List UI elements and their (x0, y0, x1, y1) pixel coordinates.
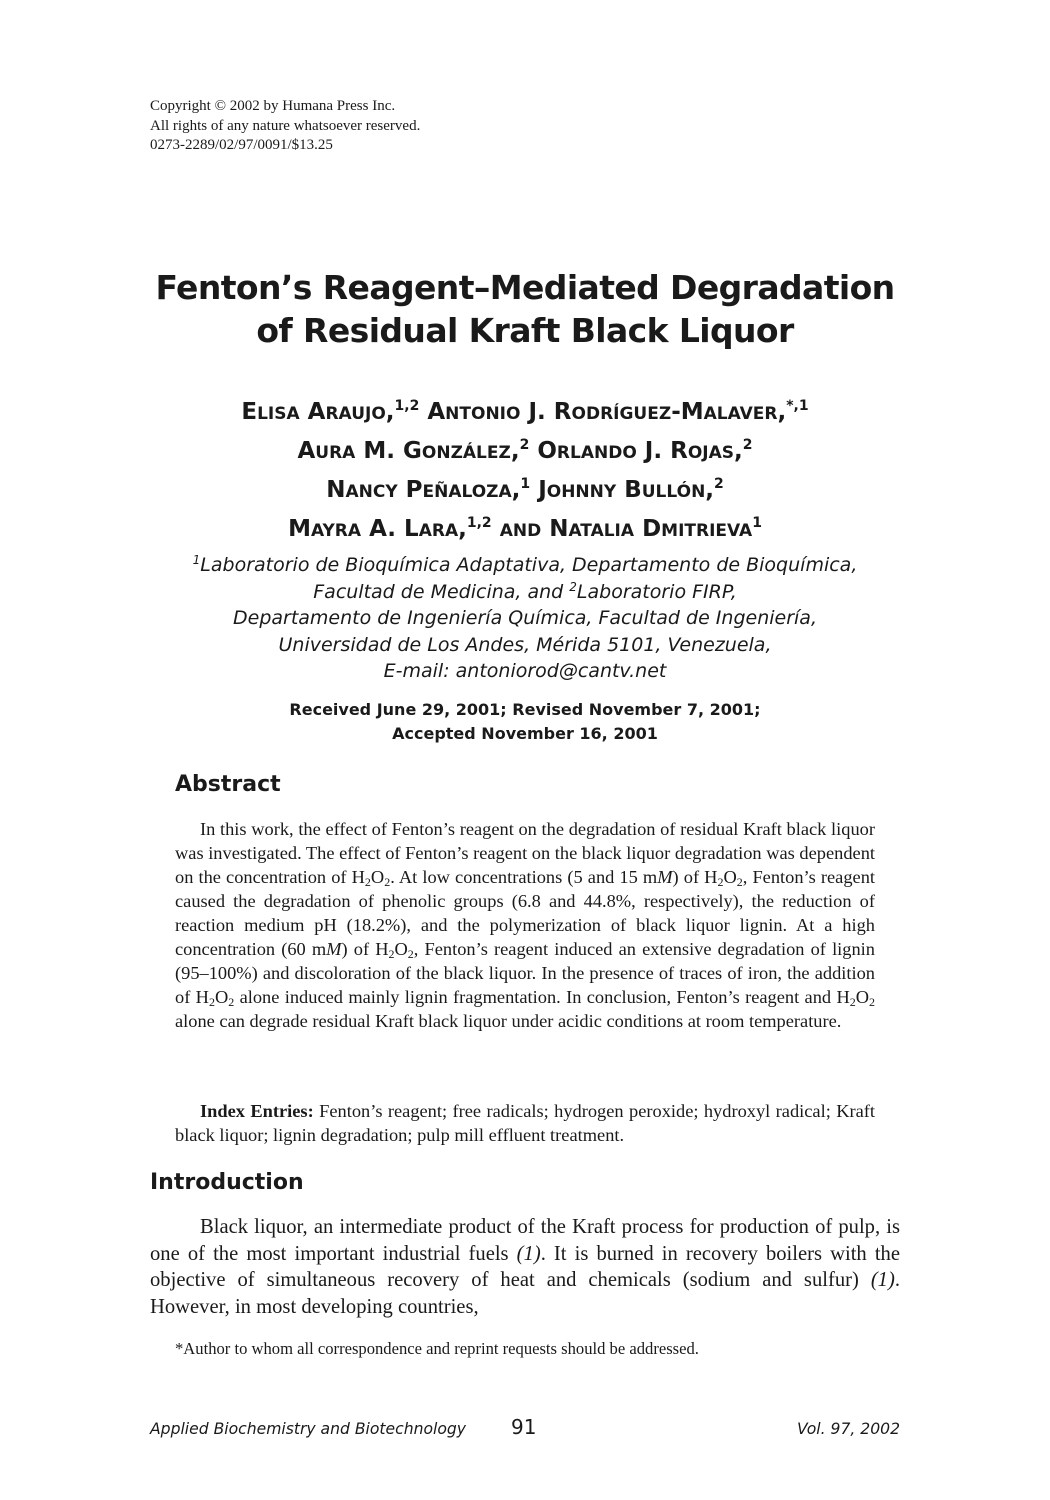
received-revised-line: Received June 29, 2001; Revised November 7, 2001; (289, 700, 761, 719)
author-line-3 (100, 472, 950, 511)
author-penaloza: NANCY PEÑALOZA,$^1$ (326, 476, 531, 503)
affiliation-block (100, 552, 950, 685)
author-line-2 (100, 433, 950, 472)
citation-ref: (1) (870, 1269, 895, 1291)
author-lara: MAYRA A. LARA,$^{1,2}$ (288, 515, 492, 542)
affiliation-line-2: Facultad de Medicina, and $^2$Laboratorio FIRP, (313, 579, 737, 603)
issn-line: 0273-2289/02/97/0091/$13.25 (150, 137, 333, 153)
index-paragraph (175, 1099, 875, 1147)
copyright-block (150, 97, 420, 156)
author-line-1 (100, 394, 950, 433)
author-dmitrieva: NATALIA DMITRIEVA$^1$ (549, 515, 762, 542)
accepted-line: Accepted November 16, 2001 (392, 723, 658, 743)
index-label: Index Entries: (200, 1101, 314, 1121)
rights-line: All rights of any nature whatsoever reserved. (150, 117, 421, 134)
affiliation-line-4: Universidad de Los Andes, Mérida 5101, Venezuela, (278, 633, 772, 656)
index-text: Fenton’s reagent; free radicals; hydrogen peroxide; hydroxyl radical; Kraft black liquor; lignin degradation; pulp mill effluent treatment. (175, 1101, 876, 1145)
page-number: 91 (511, 1415, 537, 1439)
title-line-2: of Residual Kraft Black Liquor (256, 311, 794, 350)
abstract-body (175, 817, 875, 1033)
index-entries (175, 1099, 875, 1147)
affiliation-line-1: $^1$Laboratorio de Bioquímica Adaptativa, Departamento de Bioquímica, (192, 553, 858, 576)
author-gonzalez: AURA M. GONZÁLEZ,$^2$ (297, 437, 530, 464)
journal-name: Applied Biochemistry and Biotechnology (150, 1420, 467, 1438)
copyright-line: Copyright © 2002 by Humana Press Inc. (150, 98, 396, 114)
author-rodriguez-malaver: ANTONIO J. RODRÍGUEZ-MALAVER,$^{*,1}$ (427, 398, 809, 425)
submission-dates (100, 698, 950, 745)
title-line-1: Fenton’s Reagent–Mediated Degradation (155, 268, 895, 307)
author-list (100, 394, 950, 550)
introduction-body (150, 1214, 900, 1320)
author-bullon: JOHNNY BULLÓN,$^2$ (538, 476, 724, 503)
author-araujo: ELISA ARAUJO,$^{1,2}$ (241, 398, 420, 425)
introduction-paragraph: Black liquor, an intermediate product of the Kraft process for production of pulp, is one of the most important industrial fuels (1). It is burned in recovery boilers with the objective of simultaneous recovery of heat and chemicals (sodium and sulfur) (1). However, in most developing countries, (150, 1216, 900, 1318)
citation-ref: (1) (516, 1242, 541, 1265)
author-and: AND (499, 521, 542, 541)
introduction-heading: Introduction (150, 1170, 304, 1195)
affiliation-line-3: Departamento de Ingeniería Química, Facultad de Ingeniería, (233, 607, 817, 630)
abstract-heading: Abstract (175, 772, 281, 797)
correspondence-footnote: *Author to whom all correspondence and reprint requests should be addressed. (175, 1339, 699, 1358)
author-rojas: ORLANDO J. ROJAS,$^2$ (537, 437, 753, 464)
affiliation-email: E-mail: antoniorod@cantv.net (383, 660, 667, 683)
abstract-paragraph: In this work, the effect of Fenton’s reagent on the degradation of residual Kraft black liquor was investigated. The effect of Fenton’s reagent on the black liquor degradation was dependent on the concentration of $H_2O_2$. At low concentrations (5 and 15 mM) of $H_2O_2$, Fenton’s reagent caused the degradation of phenolic groups (6.8 and 44.8%, respectively), the reduction of reaction medium pH (18.2%), and the polymerization of black liquor lignin. At a high concentration (60 mM) of $H_2O_2$, Fenton’s reagent induced an extensive degradation of lignin (95–100%) and discoloration of the black liquor. In the presence of traces of iron, the addition of $H_2O_2$ alone induced mainly lignin fragmentation. In conclusion, Fenton’s reagent and $H_2O_2$ alone can degrade residual Kraft black liquor under acidic conditions at room temperature. (175, 819, 876, 1031)
author-line-4 (100, 511, 950, 550)
paper-title (100, 266, 950, 352)
volume-info: Vol. 97, 2002 (797, 1420, 900, 1438)
